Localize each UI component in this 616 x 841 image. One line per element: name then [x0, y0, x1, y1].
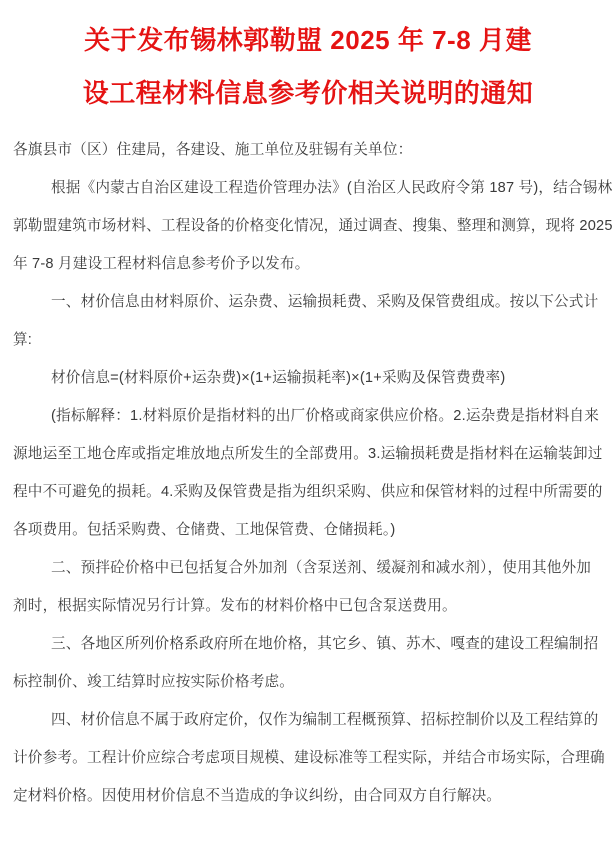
- text-line: 剂时，根据实际情况另行计算。发布的材料价格中已包含泵送费用。: [13, 598, 457, 614]
- page-title: [10, 14, 606, 120]
- text-line: 各项费用。包括采购费、仓储费、工地保管费、仓储损耗。): [13, 522, 396, 538]
- text-line: 源地运至工地仓库或指定堆放地点所发生的全部费用。3.运输损耗费是指材料在运输装卸过: [13, 446, 603, 462]
- text-line: 各旗县市（区）住建局，各建设、施工单位及驻锡有关单位：: [13, 142, 413, 158]
- text-line: 根据《内蒙古自治区建设工程造价管理办法》(自治区人民政府令第 187 号)，结合锡林: [51, 180, 613, 196]
- text-line: 定材料价格。因使用材价信息不当造成的争议纠纷，由合同双方自行解决。: [13, 788, 502, 804]
- text-line: 一、材价信息由材料原价、运杂费、运输损耗费、采购及保管费组成。按以下公式计: [51, 294, 599, 310]
- title-line-2: 设工程材料信息参考价相关说明的通知: [82, 78, 534, 108]
- text-line: 算:: [13, 332, 33, 348]
- text-line: (指标解释：1.材料原价是指材料的出厂价格或商家供应价格。2.运杂费是指材料自来: [51, 408, 599, 424]
- text-line: 二、预拌砼价格中已包括复合外加剂（含泵送剂、缓凝剂和减水剂），使用其他外加: [51, 560, 592, 576]
- text-line: 程中不可避免的损耗。4.采购及保管费是指为组织采购、供应和保管材料的过程中所需要的: [13, 484, 603, 500]
- title-line-1: 关于发布锡林郭勒盟 2025 年 7-8 月建: [84, 25, 532, 55]
- text-line: 郭勒盟建筑市场材料、工程设备的价格变化情况，通过调查、搜集、整理和测算，现将 2025: [13, 218, 613, 234]
- text-line: 三、各地区所列价格系政府所在地价格，其它乡、镇、苏木、嘎查的建设工程编制招: [51, 636, 599, 652]
- text-line: 年 7-8 月建设工程材料信息参考价予以发布。: [13, 256, 310, 272]
- text-line: 四、材价信息不属于政府定价，仅作为编制工程概预算、招标控制价以及工程结算的: [51, 712, 599, 728]
- text-line: 计价参考。工程计价应综合考虑项目规模、建设标准等工程实际，并结合市场实际，合理确: [13, 750, 605, 766]
- document-body: [13, 131, 613, 815]
- notice-document-page: [0, 14, 616, 841]
- text-line: 标控制价、竣工结算时应按实际价格考虑。: [13, 674, 295, 690]
- text-line: 材价信息=(材料原价+运杂费)×(1+运输损耗率)×(1+采购及保管费费率): [51, 370, 506, 386]
